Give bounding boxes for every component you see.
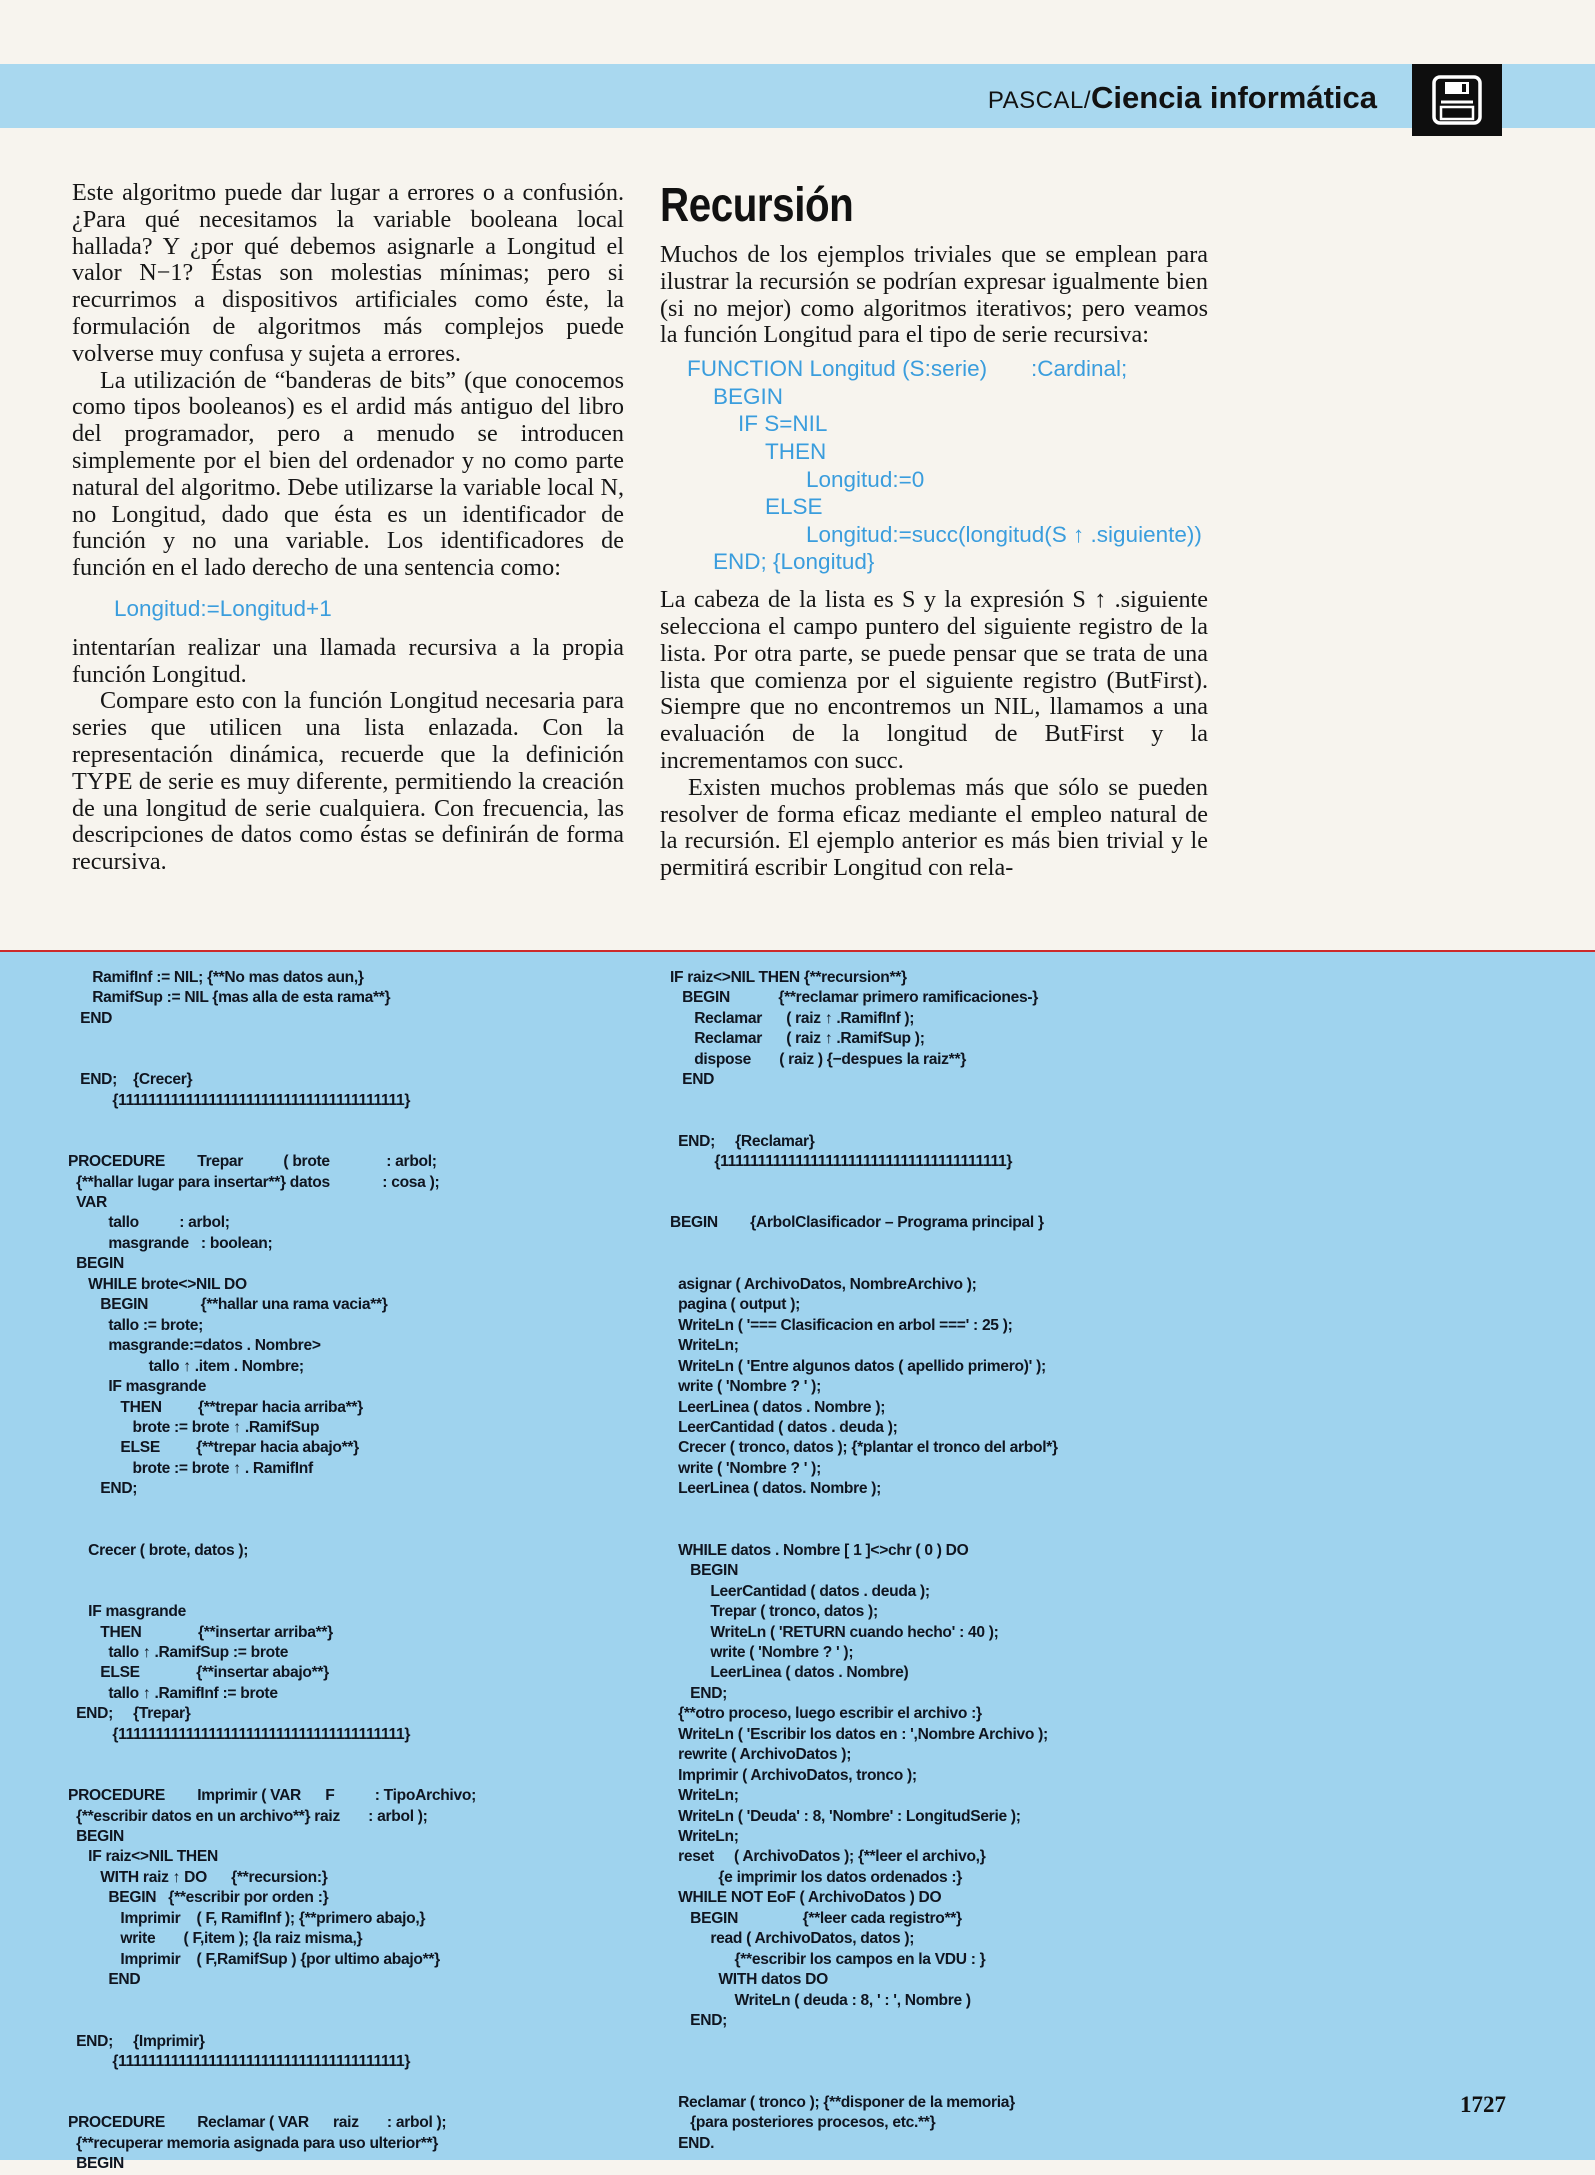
header-section: Ciencia informática bbox=[1091, 80, 1377, 115]
code-line-1-type: :Cardinal; bbox=[1031, 356, 1128, 382]
right-paragraph-2: Existen muchos problemas más que sólo se pueden resolver de forma eficaz mediante el empleo natural de la recursión. El ejemplo anterior es más bien trivial y le permitirá escribir Longitud con rela- bbox=[660, 773, 1208, 882]
left-column bbox=[72, 180, 624, 876]
inline-code-example: Longitud:=Longitud+1 bbox=[114, 595, 332, 621]
header-series: PASCAL/ bbox=[987, 87, 1092, 114]
code-line-6: ELSE bbox=[765, 494, 823, 520]
right-column bbox=[660, 180, 1208, 882]
code-line-8: END; {Longitud} bbox=[713, 549, 875, 575]
code-line-4: THEN bbox=[765, 438, 827, 464]
function-code-block bbox=[660, 355, 1208, 577]
floppy-disk-icon bbox=[1431, 74, 1483, 126]
header-title bbox=[988, 76, 1377, 120]
code-listing-left: RamifInf := NIL; {**No mas datos aun,} RamifSup := NIL {mas alla de esta rama**} END END; {Crecer} {11111111111111111111111111111111111111} PROCEDURE Trepar ( brote : arbol; {**hallar lugar para insertar**} datos : cosa ); VAR tallo : arbol; masgrande : boolean; BEGIN WHILE brote<>NIL DO BEGIN {**hallar una rama vacia**} tallo := brote; masgrande:=datos . Nombre> tallo ↑ .item . Nombre; IF masgrande THEN {**trepar hacia arriba**} brote := brote ↑ .RamifSup ELSE {**trepar hacia abajo**} brote := brote ↑ . RamifInf END; Crecer ( brote, datos ); IF masgrande THEN {**insertar arriba**} tallo ↑ .RamifSup := brote ELSE {**insertar abajo**} tallo ↑ .RamifInf := brote END; {Trepar} {11111111111111111111111111111111111111} PROCEDURE Imprimir ( VAR F : TipoArchivo; {**escribir datos en un archivo**} raiz : arbol ); BEGIN IF raiz<>NIL THEN WITH raiz ↑ DO {**recursion:} BEGIN {**escribir por orden :} Imprimir ( F, RamifInf ); {**primero abajo,} write ( F,item ); {la raiz misma,} Imprimir ( F,RamifSup ) {por ultimo abajo**} END END; {Imprimir} {11111111111111111111111111111111111111} PROCEDURE Reclamar ( VAR raiz : arbol ); {**recuperar memoria asignada para uso ulterior**} BEGIN bbox=[68, 969, 476, 2173]
code-line-7: Longitud:=succ(longitud(S ↑ .siguiente)) bbox=[806, 521, 1202, 547]
code-listing-right: IF raiz<>NIL THEN {**recursion**} BEGIN {**reclamar primero ramificaciones-} Reclamar ( raiz ↑ .RamifInf ); Reclamar ( raiz ↑ .RamifSup ); dispose ( raiz ) {−despues la raiz**} END END; {Reclamar} {11111111111111111111111111111111111111} BEGIN {ArbolClasificador – Programa principal } asignar ( ArchivoDatos, NombreArchivo ); pagina ( output ); WriteLn ( '=== Clasificacion en arbol ===' : 25 ); WriteLn; WriteLn ( 'Entre algunos datos ( apellido primero)' ); write ( 'Nombre ? ' ); LeerLinea ( datos . Nombre ); LeerCantidad ( datos . deuda ); Crecer ( tronco, datos ); {*plantar el tronco del arbol*} write ( 'Nombre ? ' ); LeerLinea ( datos. Nombre ); WHILE datos . Nombre [ 1 ]<>chr ( 0 ) DO BEGIN LeerCantidad ( datos . deuda ); Trepar ( tronco, datos ); WriteLn ( 'RETURN cuando hecho' : 40 ); write ( 'Nombre ? ' ); LeerLinea ( datos . Nombre) END; {**otro proceso, luego escribir el archivo :} WriteLn ( 'Escribir los datos en : ',Nombre Archivo ); rewrite ( ArchivoDatos ); Imprimir ( ArchivoDatos, tronco ); WriteLn; WriteLn ( 'Deuda' : 8, 'Nombre' : LongitudSerie ); WriteLn; reset ( ArchivoDatos ); {**leer el archivo,} {e imprimir los datos ordenados :} WHILE NOT EoF ( ArchivoDatos ) DO BEGIN {**leer cada registro**} read ( ArchivoDatos, datos ); {**escribir los campos en la VDU : } WITH datos DO WriteLn ( deuda : 8, ' : ', Nombre ) END; Reclamar ( tronco ); {**disponer de la memoria} {para posteriores procesos, etc.**} END. bbox=[670, 969, 1058, 2152]
code-line-5: Longitud:=0 bbox=[806, 466, 925, 492]
code-line-3: IF S=NIL bbox=[738, 411, 828, 437]
right-paragraph-1: La cabeza de la lista es S y la expresión S ↑ .siguiente selecciona el campo puntero del siguiente registro de la lista. Por otra parte, se puede pensar que se trata de una lista que comienza por el siguiente registro (ButFirst). Siempre que no encontremos un NIL, llamamos a una evaluación de la longitud de ButFirst y la incrementamos con succ. bbox=[660, 586, 1208, 774]
header-icon-box bbox=[1412, 64, 1502, 136]
left-paragraph-1: Este algoritmo puede dar lugar a errores o a confusión. ¿Para qué necesitamos la variable booleana local hallada? Y ¿por qué debemos asignarle a Longitud el valor N−1? Éstas son molestias mínimas; pero si recurrimos a dispositivos artificiales como éste, la formulación de algoritmos más complejos puede volverse muy confusa y sujeta a errores. bbox=[72, 179, 624, 367]
code-line-2: BEGIN bbox=[713, 383, 784, 409]
right-intro-paragraph: Muchos de los ejemplos triviales que se emplean para ilustrar la recursión se podrían expresar igualmente bien (si no mejor) como algoritmos iterativos; pero veamos la función Longitud para el tipo de serie recursiva: bbox=[660, 241, 1208, 349]
code-line-1: FUNCTION Longitud (S:serie) bbox=[687, 356, 988, 382]
page-number: 1727 bbox=[1460, 2092, 1506, 2117]
left-paragraph-4: Compare esto con la función Longitud necesaria para series que utilicen una lista enlazada. Con la representación dinámica, recuerde que la definición TYPE de serie es muy diferente, permitiendo la creación de una longitud de serie cualquiera. Con frecuencia, las descripciones de datos como éstas se definirán de forma recursiva. bbox=[72, 687, 624, 876]
left-paragraph-2: La utilización de “banderas de bits” (que conocemos como tipos booleanos) es el ardid más antiguo del libro del programador, pero a menudo se introducen simplemente por el bien del ordenador y no como parte natural del algoritmo. Debe utilizarse la variable local N, no Longitud, dado que ésta es un identificador de función y no una variable. Los identificadores de función en el lado derecho de una sentencia como: bbox=[72, 366, 624, 582]
left-paragraph-3: intentarían realizar una llamada recursiva a la propia función Longitud. bbox=[72, 633, 624, 688]
section-heading: Recursión bbox=[660, 179, 854, 232]
